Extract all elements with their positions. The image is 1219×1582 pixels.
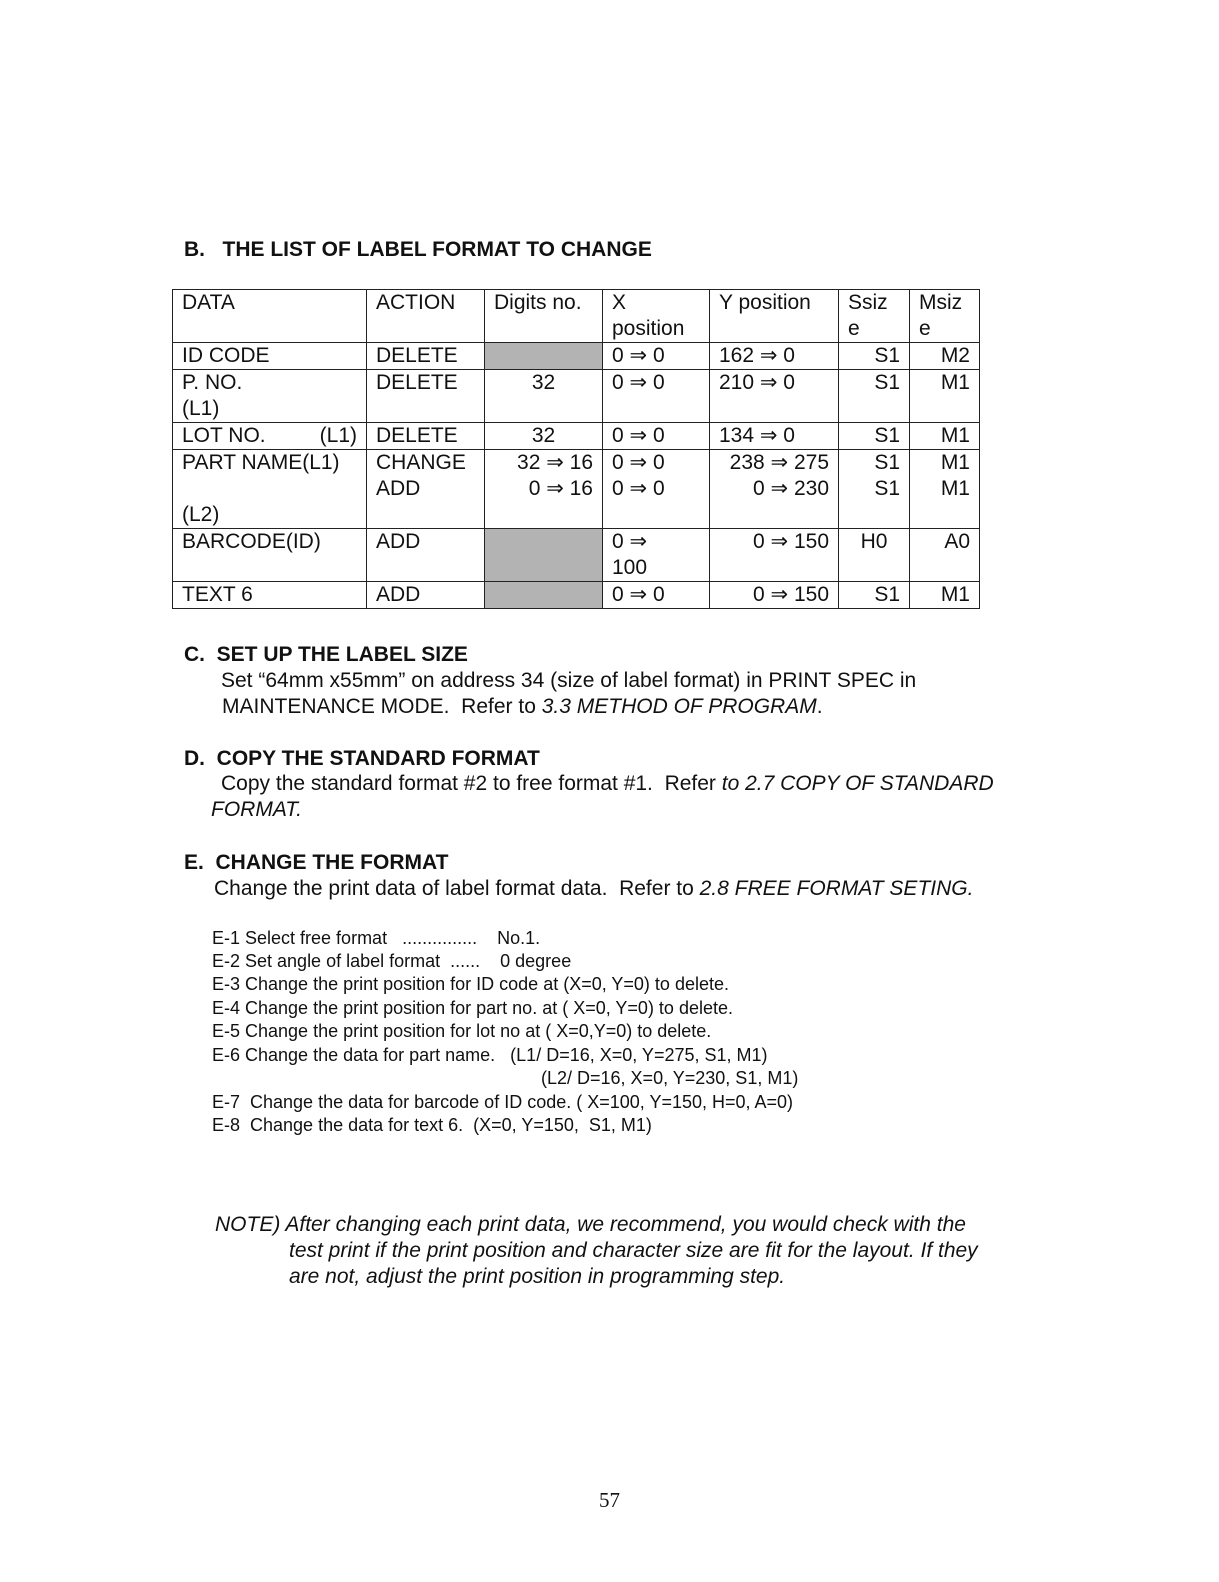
table-row: LOT NO. (L1) DELETE 32 0 ⇒ 0 134 ⇒ 0 S1 M1 [173, 423, 980, 450]
shaded-cell [485, 582, 603, 609]
header-digits: Digits no. [485, 290, 603, 343]
label-format-table [172, 289, 980, 609]
step-e3: E-3 Change the print position for ID code at (X=0, Y=0) to delete. [212, 974, 729, 994]
table-header-row [173, 290, 980, 343]
step-e5: E-5 Change the print position for lot no at ( X=0,Y=0) to delete. [212, 1021, 712, 1041]
section-d-line2: FORMAT. [211, 798, 303, 821]
shaded-cell [485, 529, 603, 582]
step-e2: E-2 Set angle of label format ...... 0 degree [212, 951, 572, 971]
table-row: PART NAME(L1) (L2) CHANGE ADD 32 ⇒ 16 0 ⇒ 16 0 ⇒ 0 0 ⇒ 0 238 ⇒ 275 0 ⇒ 230 S1 S1 M1 M1 [173, 450, 980, 529]
header-msize: Msiz e [910, 290, 980, 343]
step-e4: E-4 Change the print position for part no. at ( X=0, Y=0) to delete. [212, 998, 733, 1018]
note: NOTE) After changing each print data, we recommend, you would check with the test print if the print position and character size are fit for the layout. If they are not, adjust the print position in programming step. [215, 1213, 978, 1288]
shaded-cell [485, 343, 603, 370]
section-b-heading: B. THE LIST OF LABEL FORMAT TO CHANGE [184, 238, 652, 261]
table-row: P. NO. (L1) DELETE 32 0 ⇒ 0 210 ⇒ 0 S1 M1 [173, 370, 980, 423]
step-e1: E-1 Select free format ............... No.1. [212, 928, 541, 948]
section-d-line1: Copy the standard format #2 to free format #1. Refer to 2.7 COPY OF STANDARD [221, 772, 994, 795]
table-row: BARCODE(ID) ADD 0 ⇒ 100 0 ⇒ 150 H0 A0 [173, 529, 980, 582]
header-y: Y position [710, 290, 839, 343]
section-c-line2: MAINTENANCE MODE. Refer to 3.3 METHOD OF PROGRAM. [222, 695, 823, 718]
table-row: ID CODE DELETE 0 ⇒ 0 162 ⇒ 0 S1 M2 [173, 343, 980, 370]
section-c-heading: C. SET UP THE LABEL SIZE [184, 643, 468, 666]
step-e7: E-7 Change the data for barcode of ID code. ( X=100, Y=150, H=0, A=0) [212, 1092, 794, 1112]
section-c-line1: Set “64mm x55mm” on address 34 (size of label format) in PRINT SPEC in [221, 669, 917, 692]
section-e-line1: Change the print data of label format data. Refer to 2.8 FREE FORMAT SETING. [214, 877, 974, 900]
table-row: TEXT 6 ADD 0 ⇒ 0 0 ⇒ 150 S1 M1 [173, 582, 980, 609]
header-x: X position [603, 290, 710, 343]
step-e6: E-6 Change the data for part name. (L1/ D=16, X=0, Y=275, S1, M1) [212, 1045, 768, 1065]
step-e6-continued: (L2/ D=16, X=0, Y=230, S1, M1) [541, 1068, 799, 1088]
section-d-heading: D. COPY THE STANDARD FORMAT [184, 747, 540, 770]
section-e-heading: E. CHANGE THE FORMAT [184, 851, 449, 874]
page-number: 57 [599, 1488, 620, 1512]
header-data: DATA [173, 290, 367, 343]
step-e8: E-8 Change the data for text 6. (X=0, Y=150, S1, M1) [212, 1115, 652, 1135]
header-ssize: Ssiz e [839, 290, 910, 343]
header-action: ACTION [367, 290, 485, 343]
